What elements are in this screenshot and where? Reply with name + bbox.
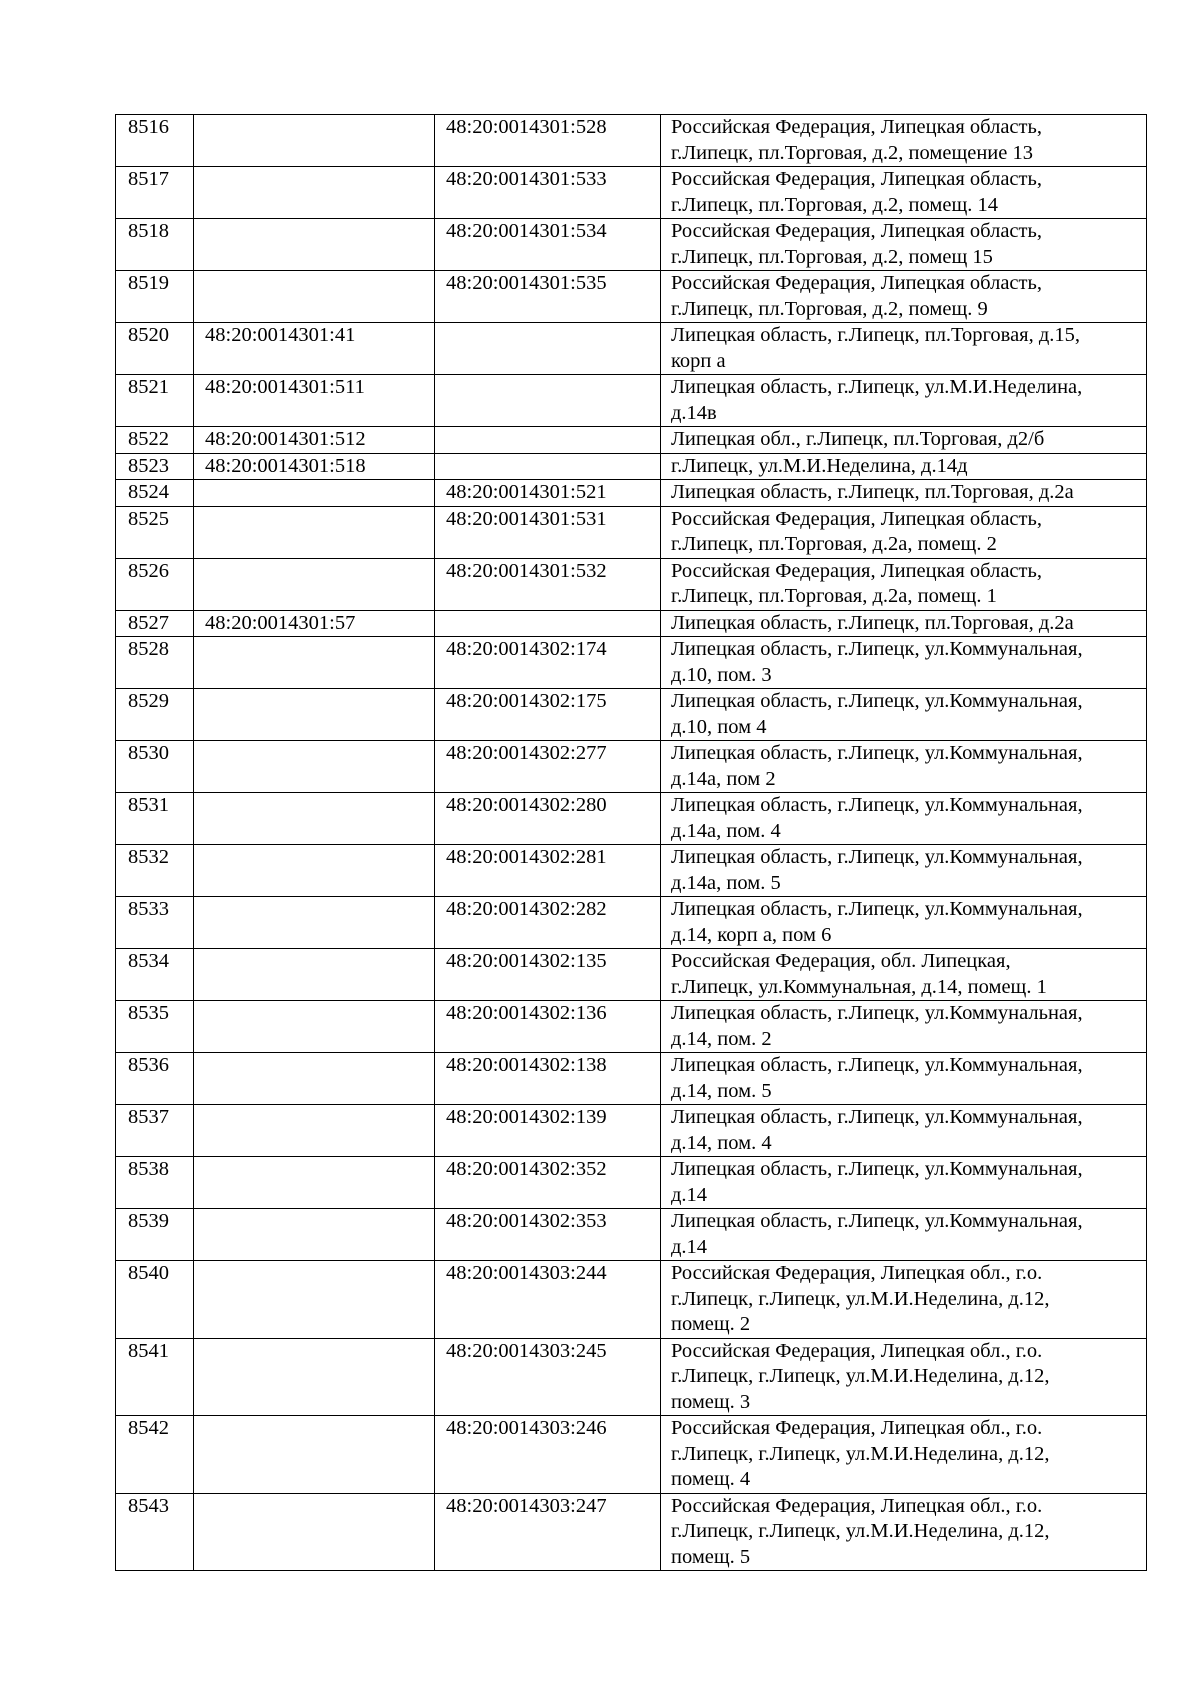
row-number-cell: 8541 <box>116 1338 194 1416</box>
address-cell: Российская Федерация, Липецкая обл., г.о. г.Липецк, г.Липецк, ул.М.И.Неделина, д.12, помещ. 2 <box>661 1261 1147 1339</box>
building-cadastral-number-cell: 48:20:0014302:281 <box>435 845 661 897</box>
row-number-cell: 8526 <box>116 558 194 610</box>
land-cadastral-number-cell <box>194 480 435 507</box>
table-row <box>116 1416 1147 1494</box>
row-number-cell: 8533 <box>116 897 194 949</box>
table-row <box>116 427 1147 454</box>
row-number-cell: 8539 <box>116 1209 194 1261</box>
table-row <box>116 558 1147 610</box>
row-number-cell: 8523 <box>116 453 194 480</box>
land-cadastral-number-cell <box>194 558 435 610</box>
land-cadastral-number-cell <box>194 949 435 1001</box>
row-number-cell: 8540 <box>116 1261 194 1339</box>
address-cell: Липецкая область, г.Липецк, пл.Торговая, д.15, корп а <box>661 323 1147 375</box>
table-row <box>116 1053 1147 1105</box>
building-cadastral-number-cell: 48:20:0014301:535 <box>435 271 661 323</box>
land-cadastral-number-cell <box>194 506 435 558</box>
building-cadastral-number-cell: 48:20:0014301:532 <box>435 558 661 610</box>
building-cadastral-number-cell: 48:20:0014302:280 <box>435 793 661 845</box>
building-cadastral-number-cell: 48:20:0014301:521 <box>435 480 661 507</box>
land-cadastral-number-cell: 48:20:0014301:41 <box>194 323 435 375</box>
address-cell: Российская Федерация, Липецкая область, г.Липецк, пл.Торговая, д.2а, помещ. 2 <box>661 506 1147 558</box>
land-cadastral-number-cell <box>194 1416 435 1494</box>
land-cadastral-number-cell <box>194 1001 435 1053</box>
table-row <box>116 1157 1147 1209</box>
table-row <box>116 741 1147 793</box>
building-cadastral-number-cell: 48:20:0014302:277 <box>435 741 661 793</box>
building-cadastral-number-cell: 48:20:0014302:138 <box>435 1053 661 1105</box>
land-cadastral-number-cell: 48:20:0014301:57 <box>194 610 435 637</box>
land-cadastral-number-cell <box>194 1053 435 1105</box>
table-row <box>116 1105 1147 1157</box>
row-number-cell: 8542 <box>116 1416 194 1494</box>
address-cell: Российская Федерация, Липецкая область, г.Липецк, пл.Торговая, д.2, помещ 15 <box>661 219 1147 271</box>
building-cadastral-number-cell: 48:20:0014302:352 <box>435 1157 661 1209</box>
address-cell: Российская Федерация, обл. Липецкая, г.Липецк, ул.Коммунальная, д.14, помещ. 1 <box>661 949 1147 1001</box>
row-number-cell: 8534 <box>116 949 194 1001</box>
registry-table-body <box>116 115 1147 1571</box>
row-number-cell: 8528 <box>116 637 194 689</box>
land-cadastral-number-cell <box>194 219 435 271</box>
building-cadastral-number-cell: 48:20:0014301:531 <box>435 506 661 558</box>
land-cadastral-number-cell <box>194 741 435 793</box>
table-row <box>116 506 1147 558</box>
table-row <box>116 637 1147 689</box>
address-cell: Российская Федерация, Липецкая область, г.Липецк, пл.Торговая, д.2, помещ. 9 <box>661 271 1147 323</box>
address-cell: г.Липецк, ул.М.И.Неделина, д.14д <box>661 453 1147 480</box>
table-row <box>116 167 1147 219</box>
building-cadastral-number-cell: 48:20:0014303:244 <box>435 1261 661 1339</box>
address-cell: Липецкая область, г.Липецк, ул.Коммунальная, д.14а, пом. 5 <box>661 845 1147 897</box>
table-row <box>116 115 1147 167</box>
row-number-cell: 8517 <box>116 167 194 219</box>
land-cadastral-number-cell: 48:20:0014301:518 <box>194 453 435 480</box>
table-row <box>116 1001 1147 1053</box>
table-row <box>116 689 1147 741</box>
building-cadastral-number-cell: 48:20:0014301:534 <box>435 219 661 271</box>
building-cadastral-number-cell <box>435 610 661 637</box>
row-number-cell: 8527 <box>116 610 194 637</box>
address-cell: Липецкая область, г.Липецк, ул.Коммунальная, д.14а, пом 2 <box>661 741 1147 793</box>
table-row <box>116 219 1147 271</box>
land-cadastral-number-cell <box>194 1209 435 1261</box>
row-number-cell: 8538 <box>116 1157 194 1209</box>
land-cadastral-number-cell <box>194 637 435 689</box>
building-cadastral-number-cell: 48:20:0014301:528 <box>435 115 661 167</box>
row-number-cell: 8521 <box>116 375 194 427</box>
land-cadastral-number-cell <box>194 115 435 167</box>
table-row <box>116 897 1147 949</box>
building-cadastral-number-cell: 48:20:0014302:175 <box>435 689 661 741</box>
address-cell: Липецкая область, г.Липецк, пл.Торговая, д.2а <box>661 610 1147 637</box>
land-cadastral-number-cell <box>194 1261 435 1339</box>
table-row <box>116 1338 1147 1416</box>
address-cell: Липецкая обл., г.Липецк, пл.Торговая, д2/б <box>661 427 1147 454</box>
land-cadastral-number-cell <box>194 1157 435 1209</box>
land-cadastral-number-cell <box>194 689 435 741</box>
row-number-cell: 8524 <box>116 480 194 507</box>
building-cadastral-number-cell: 48:20:0014303:247 <box>435 1493 661 1571</box>
row-number-cell: 8525 <box>116 506 194 558</box>
land-cadastral-number-cell <box>194 845 435 897</box>
row-number-cell: 8531 <box>116 793 194 845</box>
land-cadastral-number-cell <box>194 793 435 845</box>
row-number-cell: 8520 <box>116 323 194 375</box>
building-cadastral-number-cell: 48:20:0014303:245 <box>435 1338 661 1416</box>
land-cadastral-number-cell <box>194 271 435 323</box>
table-row <box>116 1261 1147 1339</box>
land-cadastral-number-cell <box>194 1338 435 1416</box>
row-number-cell: 8529 <box>116 689 194 741</box>
address-cell: Российская Федерация, Липецкая область, г.Липецк, пл.Торговая, д.2а, помещ. 1 <box>661 558 1147 610</box>
table-row <box>116 610 1147 637</box>
table-row <box>116 1493 1147 1571</box>
row-number-cell: 8537 <box>116 1105 194 1157</box>
building-cadastral-number-cell <box>435 453 661 480</box>
row-number-cell: 8516 <box>116 115 194 167</box>
address-cell: Липецкая область, г.Липецк, ул.Коммунальная, д.14а, пом. 4 <box>661 793 1147 845</box>
land-cadastral-number-cell: 48:20:0014301:512 <box>194 427 435 454</box>
property-registry-table <box>115 114 1147 1571</box>
table-row <box>116 375 1147 427</box>
address-cell: Липецкая область, г.Липецк, ул.Коммунальная, д.14, пом. 4 <box>661 1105 1147 1157</box>
building-cadastral-number-cell: 48:20:0014302:282 <box>435 897 661 949</box>
table-row <box>116 845 1147 897</box>
address-cell: Российская Федерация, Липецкая область, г.Липецк, пл.Торговая, д.2, помещение 13 <box>661 115 1147 167</box>
building-cadastral-number-cell: 48:20:0014303:246 <box>435 1416 661 1494</box>
land-cadastral-number-cell: 48:20:0014301:511 <box>194 375 435 427</box>
land-cadastral-number-cell <box>194 1493 435 1571</box>
address-cell: Липецкая область, г.Липецк, ул.Коммунальная, д.10, пом 4 <box>661 689 1147 741</box>
building-cadastral-number-cell: 48:20:0014301:533 <box>435 167 661 219</box>
address-cell: Российская Федерация, Липецкая обл., г.о. г.Липецк, г.Липецк, ул.М.И.Неделина, д.12, помещ. 3 <box>661 1338 1147 1416</box>
table-row <box>116 453 1147 480</box>
building-cadastral-number-cell <box>435 323 661 375</box>
table-row <box>116 1209 1147 1261</box>
land-cadastral-number-cell <box>194 897 435 949</box>
table-row <box>116 271 1147 323</box>
row-number-cell: 8530 <box>116 741 194 793</box>
address-cell: Липецкая область, г.Липецк, пл.Торговая, д.2а <box>661 480 1147 507</box>
building-cadastral-number-cell: 48:20:0014302:135 <box>435 949 661 1001</box>
address-cell: Липецкая область, г.Липецк, ул.Коммунальная, д.14, корп а, пом 6 <box>661 897 1147 949</box>
address-cell: Липецкая область, г.Липецк, ул.М.И.Неделина, д.14в <box>661 375 1147 427</box>
building-cadastral-number-cell: 48:20:0014302:353 <box>435 1209 661 1261</box>
row-number-cell: 8536 <box>116 1053 194 1105</box>
land-cadastral-number-cell <box>194 167 435 219</box>
address-cell: Липецкая область, г.Липецк, ул.Коммунальная, д.14 <box>661 1209 1147 1261</box>
row-number-cell: 8519 <box>116 271 194 323</box>
address-cell: Российская Федерация, Липецкая область, г.Липецк, пл.Торговая, д.2, помещ. 14 <box>661 167 1147 219</box>
row-number-cell: 8532 <box>116 845 194 897</box>
table-row <box>116 480 1147 507</box>
table-row <box>116 323 1147 375</box>
land-cadastral-number-cell <box>194 1105 435 1157</box>
table-row <box>116 793 1147 845</box>
row-number-cell: 8535 <box>116 1001 194 1053</box>
address-cell: Российская Федерация, Липецкая обл., г.о. г.Липецк, г.Липецк, ул.М.И.Неделина, д.12, помещ. 4 <box>661 1416 1147 1494</box>
row-number-cell: 8543 <box>116 1493 194 1571</box>
row-number-cell: 8518 <box>116 219 194 271</box>
building-cadastral-number-cell <box>435 375 661 427</box>
building-cadastral-number-cell: 48:20:0014302:174 <box>435 637 661 689</box>
address-cell: Липецкая область, г.Липецк, ул.Коммунальная, д.14, пом. 5 <box>661 1053 1147 1105</box>
building-cadastral-number-cell: 48:20:0014302:136 <box>435 1001 661 1053</box>
building-cadastral-number-cell <box>435 427 661 454</box>
row-number-cell: 8522 <box>116 427 194 454</box>
address-cell: Российская Федерация, Липецкая обл., г.о. г.Липецк, г.Липецк, ул.М.И.Неделина, д.12, помещ. 5 <box>661 1493 1147 1571</box>
address-cell: Липецкая область, г.Липецк, ул.Коммунальная, д.14, пом. 2 <box>661 1001 1147 1053</box>
table-row <box>116 949 1147 1001</box>
building-cadastral-number-cell: 48:20:0014302:139 <box>435 1105 661 1157</box>
address-cell: Липецкая область, г.Липецк, ул.Коммунальная, д.14 <box>661 1157 1147 1209</box>
address-cell: Липецкая область, г.Липецк, ул.Коммунальная, д.10, пом. 3 <box>661 637 1147 689</box>
